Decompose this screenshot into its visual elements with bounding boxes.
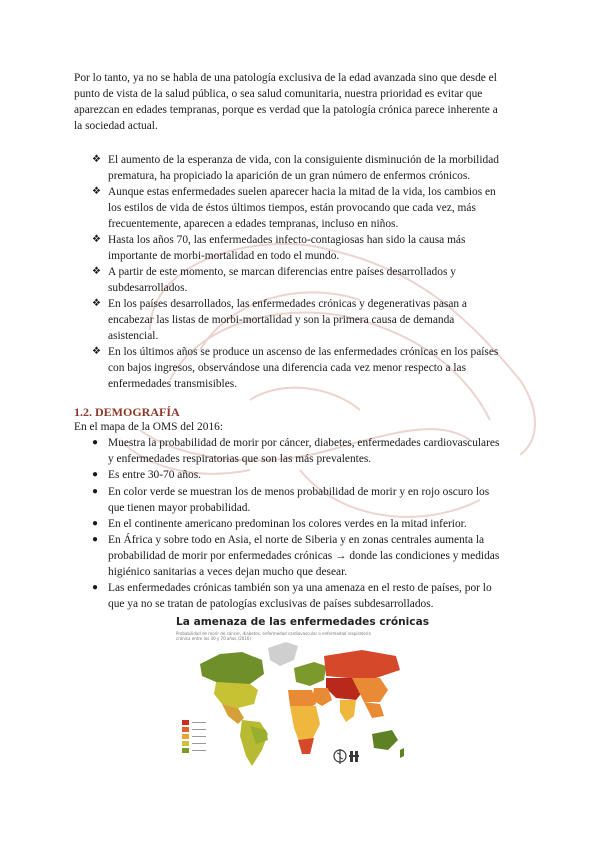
diamond-bullet-item: ❖ Hasta los años 70, las enfermedades infecto-contagiosas han sido la causa más <box>92 234 466 246</box>
diamond-bullet-icon: ❖ <box>92 234 101 245</box>
diamond-bullet-item: ❖ A partir de este momento, se marcan diferencias entre países desarrollados y <box>92 266 456 278</box>
section-intro: En el mapa de la OMS del 2016: <box>74 421 223 433</box>
intro-line: Por lo tanto, ya no se habla de una patología exclusiva de la edad avanzada sino que desde el <box>74 72 497 84</box>
map-region-southeast-asia <box>364 702 384 718</box>
map-region-india <box>340 700 356 722</box>
diamond-bullet-line: con bajos ingresos, observándose una diferencia cada vez menor respecto a las <box>108 362 467 374</box>
figure-title: La amenaza de las enfermedades crónicas <box>176 616 430 628</box>
diamond-bullet-line: encabezar las listas de morbi-mortalidad y son la primera causa de demanda <box>108 314 455 326</box>
round-bullet-item: ● Las enfermedades crónicas también son ya una amenaza en el resto de países, por lo <box>92 582 492 594</box>
round-bullet-line: que ya no se tratan de patologías exclusivas de países subdesarrollados. <box>108 598 434 610</box>
bullet-dot-icon: ● <box>92 486 99 497</box>
section-heading: 1.2. DEMOGRAFÍA <box>74 405 180 419</box>
bullet-dot-icon: ● <box>92 469 99 480</box>
world-map-figure <box>176 616 430 774</box>
round-bullet-line: higiénico sanitarias a veces dejan mucho que desear. <box>108 566 348 578</box>
diamond-bullet-icon: ❖ <box>92 186 101 197</box>
round-bullet-item: ● En color verde se muestran los de menos probabilidad de morir y en rojo oscuro los <box>92 486 490 498</box>
figure-subtitle: crónica entre los 30 y 70 años (2016) <box>176 636 251 641</box>
map-region-australia <box>372 730 398 750</box>
map-region-new-zealand <box>400 748 404 758</box>
legend-swatch <box>182 720 189 725</box>
map-region-usa <box>214 682 258 708</box>
legend-swatch <box>182 734 189 739</box>
diamond-bullet-line: asistencial. <box>108 330 159 342</box>
legend-swatch <box>182 727 189 732</box>
map-region-central-africa <box>290 706 320 744</box>
figure-subtitle: Probabilidad de morir de cáncer, diabetes, enfermedad cardiovascular o enfermedad respiratoria <box>176 631 371 636</box>
round-bullet-line: que tienen mayor probabilidad. <box>108 502 251 514</box>
map-region-canada <box>200 652 264 686</box>
round-bullet-item: ● En África y sobre todo en Asia, el norte de Siberia y en zonas centrales aumenta la <box>92 534 485 546</box>
diamond-bullet-icon: ❖ <box>92 154 101 165</box>
intro-line: punto de vista de la salud pública, o sea salud comunitaria, nuestra prioridad es evitar que <box>74 88 483 100</box>
round-bullet-item: ● En el continente americano predominan los colores verdes en la mitad inferior. <box>92 518 467 530</box>
diamond-bullet-line: los estilos de vida de éstos últimos tiempos, están provocando que cada vez, más <box>108 202 476 214</box>
round-bullet-line: y enfermedades respiratorias que son las más prevalentes. <box>108 453 372 465</box>
bullet-dot-icon: ● <box>92 534 99 545</box>
intro-line: aparezcan en edades tempranas, porque es verdad que la patología crónica parece inherente a <box>74 104 498 116</box>
map-region-south-africa <box>298 738 314 754</box>
map-legend <box>182 720 206 753</box>
who-logo-icon <box>334 749 359 764</box>
map-region-greenland <box>268 642 298 666</box>
round-bullet-item: ● Es entre 30-70 años. <box>92 469 201 481</box>
diamond-bullet-item: ❖ Aunque estas enfermedades suelen aparecer hacia la mitad de la vida, los cambios en <box>92 186 496 198</box>
diamond-bullet-line: frecuentemente, aparecen a edades tempranas, incluso en niños. <box>108 218 399 230</box>
diamond-bullet-line: prematura, ha propiciado la aparición de un gran número de enfermos crónicos. <box>108 170 471 182</box>
bullet-dot-icon: ● <box>92 437 99 448</box>
diamond-bullet-item: ❖ En los países desarrollados, las enfermedades crónicas y degenerativas pasan a <box>92 298 467 310</box>
map-region-russia <box>324 650 400 678</box>
diamond-bullet-icon: ❖ <box>92 346 101 357</box>
bullet-dot-icon: ● <box>92 518 99 529</box>
map-region-south-america <box>240 720 268 766</box>
map-region-europe <box>294 662 326 686</box>
world-map <box>176 616 408 774</box>
diamond-bullet-line: importante de morbi-mortalidad en todo el mundo. <box>108 250 340 262</box>
intro-line: la sociedad actual. <box>74 120 158 132</box>
diamond-bullet-icon: ❖ <box>92 298 101 309</box>
legend-swatch <box>182 741 189 746</box>
diamond-bullet-item: ❖ El aumento de la esperanza de vida, con la consiguiente disminución de la morbilidad <box>92 154 499 166</box>
round-bullet-line: probabilidad de morir por enfermedades crónicas → donde las condiciones y medidas <box>108 550 500 562</box>
diamond-bullet-line: subdesarrollados. <box>108 282 188 294</box>
diamond-bullet-item: ❖ En los últimos años se produce un ascenso de las enfermedades crónicas en los países <box>92 346 499 358</box>
round-bullet-item: ● Muestra la probabilidad de morir por cáncer, diabetes, enfermedades cardiovasculares <box>92 437 500 449</box>
diamond-bullet-line: enfermedades transmisibles. <box>108 378 238 390</box>
diamond-bullet-icon: ❖ <box>92 266 101 277</box>
legend-swatch <box>182 748 189 753</box>
bullet-dot-icon: ● <box>92 582 99 593</box>
